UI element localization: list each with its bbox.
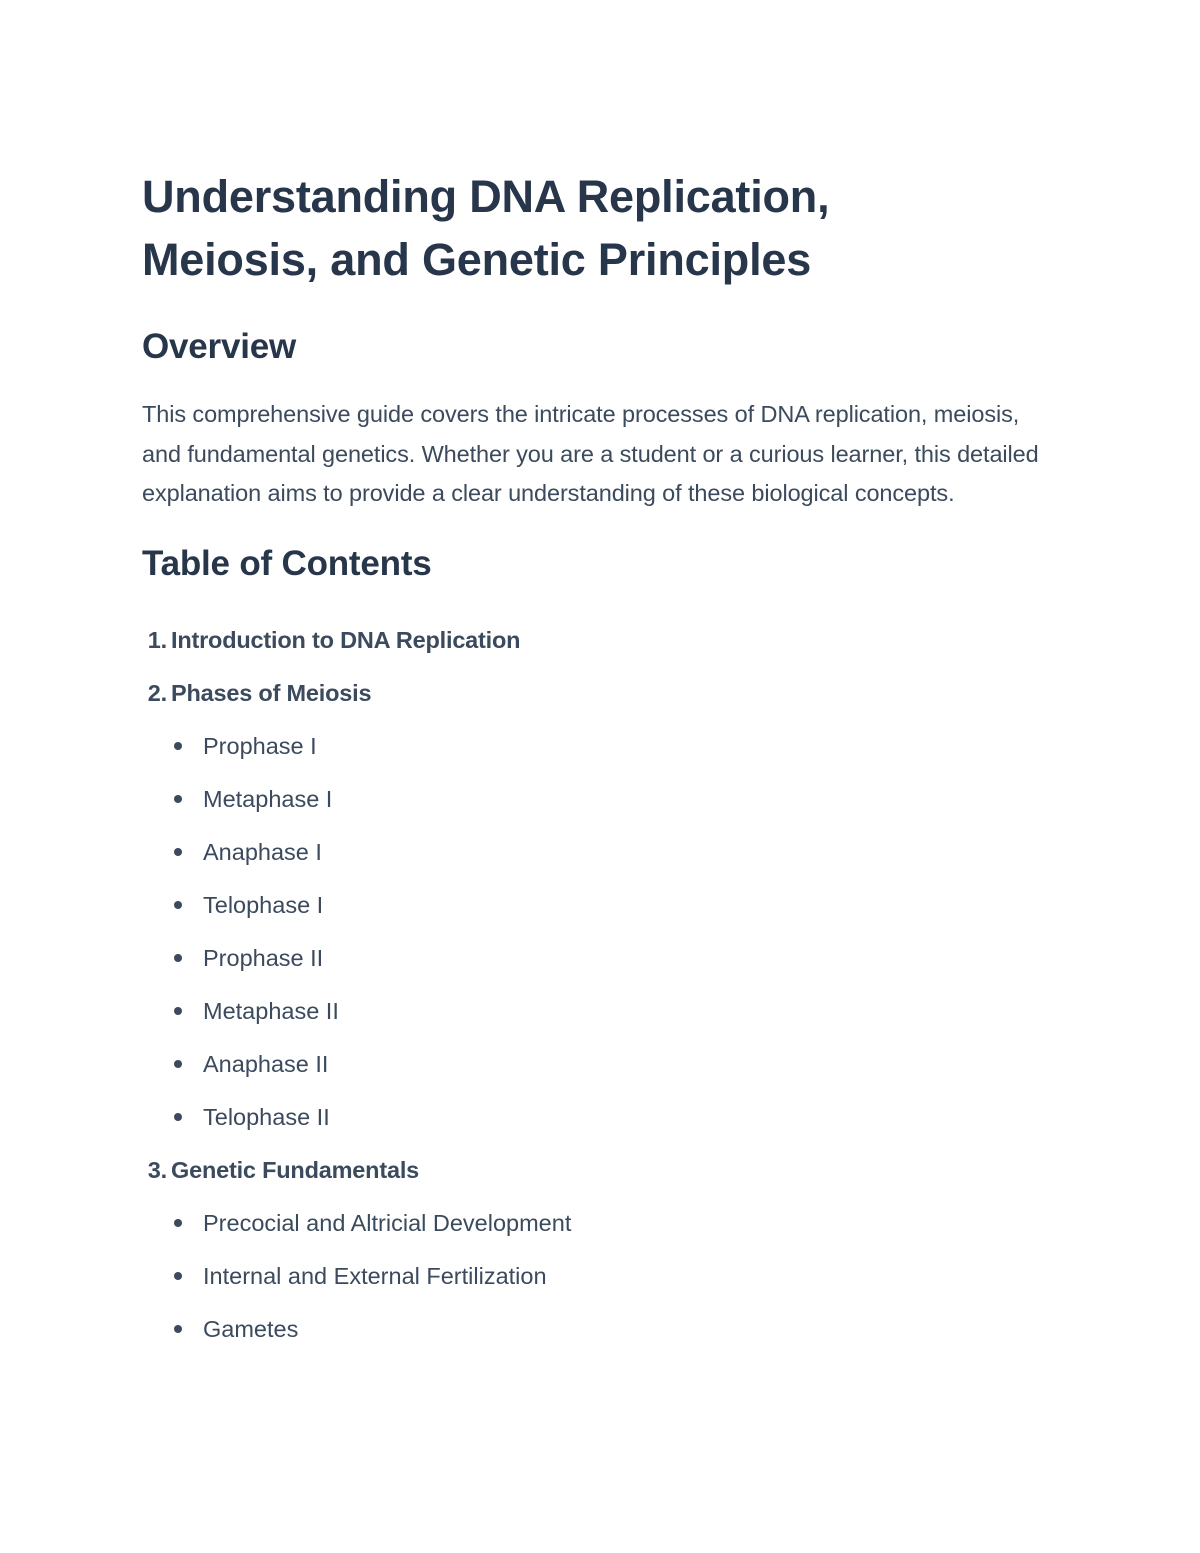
toc-subitem <box>172 1303 1062 1356</box>
toc-subitem <box>172 1091 1062 1144</box>
toc-item-number: 3. <box>147 1156 167 1183</box>
toc-subitem-label: Internal and External Fertilization <box>203 1262 547 1289</box>
toc-subitem-label: Telophase I <box>203 891 324 918</box>
toc-item <box>142 1144 1062 1356</box>
bullet-icon <box>174 1325 182 1333</box>
toc-subitem <box>172 932 1062 985</box>
toc-subitem <box>172 773 1062 826</box>
document-page <box>142 165 1062 1356</box>
page-title-line-1: Understanding DNA Replication, <box>142 171 830 222</box>
bullet-icon <box>174 795 182 803</box>
toc-item <box>142 667 1062 1144</box>
bullet-icon <box>174 1113 182 1121</box>
table-of-contents <box>142 614 1062 1356</box>
page-title-line-2: Meiosis, and Genetic Principles <box>142 234 812 285</box>
toc-item-label[interactable]: Introduction to DNA Replication <box>171 626 521 653</box>
toc-subitem-label: Telophase II <box>203 1103 330 1130</box>
bullet-icon <box>174 1007 182 1015</box>
bullet-icon <box>174 742 182 750</box>
toc-subitem-label: Prophase I <box>203 732 317 759</box>
toc-subitem-label: Metaphase II <box>203 997 339 1024</box>
bullet-icon <box>174 901 182 909</box>
bullet-icon <box>174 1060 182 1068</box>
toc-subitem-label: Anaphase II <box>203 1050 329 1077</box>
bullet-icon <box>174 1219 182 1227</box>
bullet-icon <box>174 954 182 962</box>
toc-sublist <box>142 720 1062 1144</box>
page-title <box>142 165 1062 291</box>
toc-subitem-label: Precocial and Altricial Development <box>203 1209 572 1236</box>
toc-subitem <box>172 720 1062 773</box>
bullet-icon <box>174 1272 182 1280</box>
toc-subitem <box>172 985 1062 1038</box>
toc-heading: Table of Contents <box>142 543 432 583</box>
toc-subitem-label: Gametes <box>203 1315 299 1342</box>
toc-item-number: 2. <box>147 679 167 706</box>
toc-item-number: 1. <box>147 626 167 653</box>
toc-subitem <box>172 1250 1062 1303</box>
toc-item-label[interactable]: Genetic Fundamentals <box>171 1156 420 1183</box>
overview-paragraph: This comprehensive guide covers the intricate processes of DNA replication, meiosis, and fundamental genetics. Whether you are a student or a curious learner, this detailed explanation aims to provide a clear understanding of these biological concepts. <box>142 401 1039 506</box>
toc-item-label[interactable]: Phases of Meiosis <box>171 679 372 706</box>
bullet-icon <box>174 848 182 856</box>
toc-subitem-label: Anaphase I <box>203 838 322 865</box>
toc-subitem <box>172 826 1062 879</box>
toc-subitem-label: Prophase II <box>203 944 324 971</box>
toc-sublist <box>142 1197 1062 1356</box>
toc-item <box>142 614 1062 667</box>
toc-subitem-label: Metaphase I <box>203 785 333 812</box>
toc-subitem <box>172 1197 1062 1250</box>
toc-subitem <box>172 1038 1062 1091</box>
toc-subitem <box>172 879 1062 932</box>
overview-heading: Overview <box>142 327 297 366</box>
